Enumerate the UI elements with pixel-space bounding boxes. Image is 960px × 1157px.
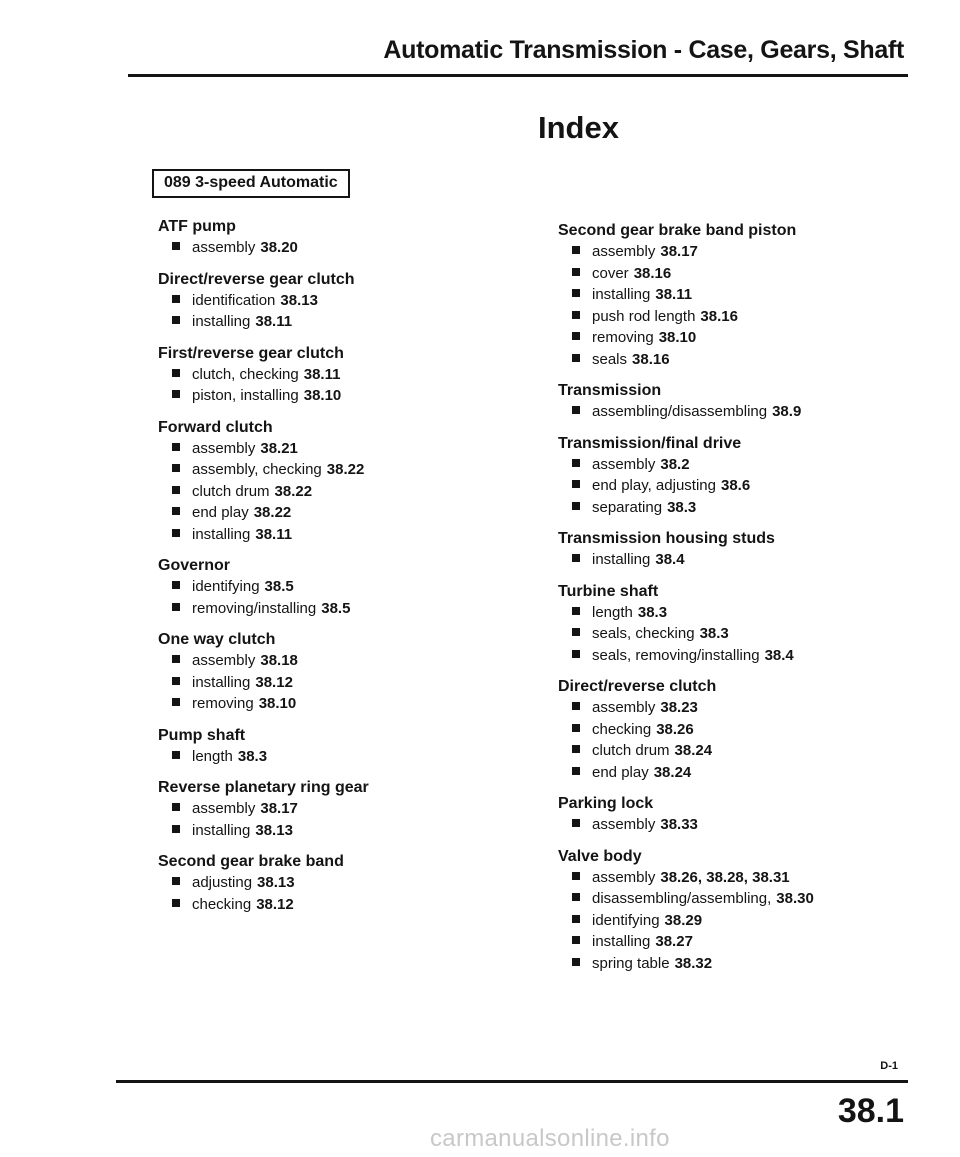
- index-group-title: Direct/reverse clutch: [558, 678, 717, 695]
- index-entry-page-ref: 38.13: [280, 291, 318, 309]
- index-entry: [158, 598, 518, 620]
- section-label: 089 3-speed Automatic: [152, 169, 350, 198]
- index-entry-page-ref: 38.33: [660, 816, 698, 833]
- index-group-title: Second gear brake band: [158, 853, 344, 870]
- index-entry: [558, 623, 918, 645]
- index-entry-text: installing: [592, 286, 651, 303]
- index-entry: [558, 814, 918, 836]
- index-group: [158, 851, 518, 915]
- index-entry-text: seals, checking: [592, 625, 695, 642]
- index-group: [158, 555, 518, 619]
- index-column-left: [158, 216, 518, 925]
- index-entry-text: identifying: [192, 578, 260, 595]
- index-entry: [158, 672, 518, 694]
- index-entry-page-ref: 38.29: [664, 911, 703, 929]
- square-bullet-icon: [572, 406, 580, 414]
- square-bullet-icon: [172, 507, 180, 515]
- page-number: 38.1: [837, 1092, 904, 1130]
- index-entry: [158, 820, 518, 842]
- index-entry-text: length: [192, 747, 233, 765]
- index-entry-page-ref: 38.10: [258, 695, 297, 712]
- square-bullet-icon: [572, 767, 580, 775]
- index-group-title: Parking lock: [558, 795, 654, 812]
- index-entry-page-ref: 38.4: [764, 646, 794, 664]
- index-entry-text: seals: [592, 350, 628, 368]
- index-group: [158, 629, 518, 715]
- index-group: [558, 528, 918, 571]
- header-rule: [128, 74, 908, 77]
- square-bullet-icon: [572, 915, 580, 923]
- index-entry: [558, 931, 918, 953]
- index-entry-text: installing: [192, 313, 251, 330]
- square-bullet-icon: [572, 268, 580, 276]
- index-entry-text: separating: [592, 498, 663, 516]
- page-header-title: Automatic Transmission - Case, Gears, Shaft: [383, 36, 904, 64]
- index-entry-page-ref: 38.11: [255, 313, 293, 330]
- index-entry-text: removing/installing: [192, 599, 317, 617]
- square-bullet-icon: [172, 390, 180, 398]
- square-bullet-icon: [572, 480, 580, 488]
- index-entry: [558, 549, 918, 571]
- index-entry-page-ref: 38.30: [776, 890, 814, 907]
- index-group: [158, 216, 518, 259]
- index-entry: [558, 910, 918, 932]
- index-entry-text: disassembling/assembling,: [592, 890, 772, 907]
- index-entry-page-ref: 38.17: [660, 243, 698, 260]
- square-bullet-icon: [572, 554, 580, 562]
- index-entry-text: assembly: [192, 652, 256, 669]
- index-entry: [558, 349, 918, 371]
- index-entry-page-ref: 38.4: [655, 551, 685, 568]
- index-entry-page-ref: 38.22: [274, 482, 313, 500]
- index-entry-text: checking: [192, 895, 252, 913]
- index-entry-page-ref: 38.3: [237, 747, 268, 765]
- index-entry: [558, 241, 918, 263]
- index-entry: [558, 719, 918, 741]
- index-group: [158, 725, 518, 768]
- index-entry: [158, 524, 518, 546]
- index-entry-text: assembly: [592, 816, 656, 833]
- page-marker: D-1: [880, 1060, 898, 1072]
- index-group-title: Transmission housing studs: [558, 530, 775, 547]
- square-bullet-icon: [172, 464, 180, 472]
- index-entry: [558, 454, 918, 476]
- index-entry: [158, 576, 518, 598]
- index-entry: [558, 401, 918, 423]
- index-group-title: First/reverse gear clutch: [158, 344, 344, 362]
- index-entry-page-ref: 38.3: [699, 625, 729, 642]
- index-entry: [158, 746, 518, 768]
- square-bullet-icon: [172, 443, 180, 451]
- footer-rule: [116, 1080, 908, 1083]
- square-bullet-icon: [172, 803, 180, 811]
- index-entry: [558, 602, 918, 624]
- square-bullet-icon: [172, 242, 180, 250]
- index-group-title: Governor: [158, 557, 231, 574]
- index-group: [158, 343, 518, 407]
- square-bullet-icon: [572, 872, 580, 880]
- square-bullet-icon: [572, 936, 580, 944]
- square-bullet-icon: [172, 603, 180, 611]
- index-entry-page-ref: 38.26: [656, 720, 694, 738]
- square-bullet-icon: [572, 332, 580, 340]
- index-entry: [558, 697, 918, 719]
- index-entry-text: clutch, checking: [192, 365, 299, 383]
- index-column-right: [558, 220, 918, 984]
- index-entry: [158, 311, 518, 333]
- index-entry-text: removing: [192, 695, 254, 712]
- index-entry-text: cover: [592, 264, 629, 282]
- square-bullet-icon: [172, 698, 180, 706]
- index-entry-page-ref: 38.5: [321, 599, 351, 617]
- index-entry-text: piston, installing: [192, 387, 299, 404]
- index-entry-page-ref: 38.10: [658, 329, 697, 346]
- index-entry: [558, 284, 918, 306]
- square-bullet-icon: [572, 354, 580, 362]
- index-entry: [558, 327, 918, 349]
- index-entry-page-ref: 38.20: [260, 239, 298, 256]
- index-entry-page-ref: 38.12: [256, 895, 294, 913]
- index-entry-text: length: [592, 603, 633, 621]
- index-entry: [158, 438, 518, 460]
- index-entry-text: assembling/disassembling: [592, 403, 768, 420]
- index-entry-text: end play: [192, 504, 249, 521]
- index-entry-page-ref: 38.2: [660, 455, 690, 473]
- index-entry-page-ref: 38.22: [253, 504, 292, 521]
- index-entry: [558, 867, 918, 889]
- index-entry-page-ref: 38.13: [255, 821, 293, 839]
- square-bullet-icon: [172, 899, 180, 907]
- index-entry: [558, 645, 918, 667]
- index-entry-page-ref: 38.12: [255, 673, 293, 691]
- square-bullet-icon: [172, 486, 180, 494]
- index-entry-page-ref: 38.9: [772, 403, 802, 420]
- index-entry-text: identifying: [592, 911, 660, 929]
- index-entry-text: seals, removing/installing: [592, 646, 760, 664]
- square-bullet-icon: [572, 246, 580, 254]
- index-group: [158, 269, 518, 333]
- square-bullet-icon: [572, 607, 580, 615]
- index-entry-text: assembly, checking: [192, 461, 322, 478]
- index-entry-text: identification: [192, 291, 276, 309]
- index-entry-page-ref: 38.16: [633, 264, 672, 282]
- index-entry: [558, 497, 918, 519]
- square-bullet-icon: [572, 702, 580, 710]
- index-entry-text: assembly: [192, 800, 256, 817]
- square-bullet-icon: [572, 958, 580, 966]
- index-group-title: Pump shaft: [158, 726, 246, 744]
- square-bullet-icon: [572, 724, 580, 732]
- index-entry-page-ref: 38.11: [303, 365, 341, 383]
- index-group-title: Forward clutch: [158, 418, 273, 436]
- index-group: [558, 793, 918, 836]
- index-title: Index: [538, 110, 619, 145]
- index-group-title: ATF pump: [158, 218, 236, 235]
- index-group-title: Transmission: [558, 382, 662, 399]
- index-entry: [158, 459, 518, 481]
- index-group-title: Second gear brake band piston: [558, 222, 797, 239]
- index-entry-page-ref: 38.16: [700, 307, 738, 325]
- index-entry-page-ref: 38.11: [655, 286, 693, 303]
- index-group-title: Valve body: [558, 847, 642, 865]
- index-entry-page-ref: 38.17: [260, 800, 298, 817]
- square-bullet-icon: [572, 650, 580, 658]
- square-bullet-icon: [572, 893, 580, 901]
- square-bullet-icon: [172, 529, 180, 537]
- index-entry-text: clutch drum: [192, 482, 270, 500]
- index-entry-text: installing: [192, 821, 251, 839]
- index-entry: [158, 237, 518, 259]
- index-entry-page-ref: 38.11: [255, 525, 293, 543]
- square-bullet-icon: [172, 751, 180, 759]
- square-bullet-icon: [172, 655, 180, 663]
- index-entry: [558, 740, 918, 762]
- square-bullet-icon: [172, 677, 180, 685]
- square-bullet-icon: [172, 581, 180, 589]
- index-entry-text: installing: [192, 673, 251, 691]
- watermark: carmanualsonline.info: [430, 1125, 670, 1152]
- index-entry: [158, 798, 518, 820]
- index-entry-page-ref: 38.13: [257, 874, 295, 891]
- index-entry: [558, 306, 918, 328]
- index-group-title: Transmission/final drive: [558, 434, 742, 452]
- index-group-title: Direct/reverse gear clutch: [158, 270, 355, 288]
- square-bullet-icon: [172, 877, 180, 885]
- index-entry-text: checking: [592, 720, 652, 738]
- index-entry-text: end play, adjusting: [592, 477, 716, 494]
- index-entry-text: clutch drum: [592, 742, 670, 759]
- index-entry-text: adjusting: [192, 874, 253, 891]
- square-bullet-icon: [572, 289, 580, 297]
- index-group: [158, 417, 518, 546]
- index-entry-text: installing: [592, 551, 651, 568]
- index-group: [558, 581, 918, 667]
- index-entry-text: push rod length: [592, 307, 696, 325]
- index-entry: [158, 481, 518, 503]
- index-entry: [158, 894, 518, 916]
- square-bullet-icon: [572, 628, 580, 636]
- index-group: [558, 676, 918, 783]
- index-entry-page-ref: 38.27: [655, 933, 693, 950]
- index-entry-page-ref: 38.24: [653, 763, 692, 781]
- index-entry-text: assembly: [192, 239, 256, 256]
- index-entry-page-ref: 38.23: [660, 699, 698, 716]
- index-entry-text: assembly: [192, 439, 256, 457]
- index-entry: [558, 888, 918, 910]
- square-bullet-icon: [572, 502, 580, 510]
- square-bullet-icon: [572, 311, 580, 319]
- index-entry: [558, 953, 918, 975]
- square-bullet-icon: [572, 819, 580, 827]
- index-entry: [158, 650, 518, 672]
- index-group-title: One way clutch: [158, 631, 276, 648]
- index-entry: [158, 385, 518, 407]
- index-entry: [158, 290, 518, 312]
- index-entry-text: removing: [592, 329, 654, 346]
- index-group: [558, 220, 918, 370]
- index-entry-page-ref: 38.21: [260, 439, 298, 457]
- square-bullet-icon: [572, 459, 580, 467]
- index-group: [158, 777, 518, 841]
- index-entry-text: assembly: [592, 868, 656, 886]
- index-entry-page-ref: 38.24: [674, 742, 713, 759]
- index-entry-text: spring table: [592, 954, 670, 972]
- index-entry: [158, 502, 518, 524]
- index-entry-text: assembly: [592, 455, 656, 473]
- index-entry-page-ref: 38.26, 38.28, 38.31: [660, 868, 790, 886]
- index-entry-page-ref: 38.3: [637, 603, 668, 621]
- index-entry-page-ref: 38.18: [260, 652, 298, 669]
- index-entry-text: assembly: [592, 243, 656, 260]
- index-entry-page-ref: 38.10: [303, 387, 342, 404]
- index-entry-page-ref: 38.6: [720, 477, 751, 494]
- square-bullet-icon: [172, 369, 180, 377]
- index-entry: [558, 475, 918, 497]
- index-entry-text: end play: [592, 763, 649, 781]
- index-group: [558, 433, 918, 519]
- index-entry: [558, 762, 918, 784]
- index-entry-text: installing: [592, 933, 651, 950]
- index-entry: [558, 263, 918, 285]
- index-group: [558, 380, 918, 423]
- index-entry-page-ref: 38.3: [667, 498, 697, 516]
- square-bullet-icon: [572, 745, 580, 753]
- index-entry: [158, 872, 518, 894]
- index-entry-text: installing: [192, 525, 251, 543]
- index-entry: [158, 693, 518, 715]
- index-entry-page-ref: 38.5: [264, 578, 294, 595]
- index-entry-text: assembly: [592, 699, 656, 716]
- index-group-title: Turbine shaft: [558, 582, 659, 600]
- index-group-title: Reverse planetary ring gear: [158, 779, 369, 796]
- index-group: [558, 846, 918, 975]
- index-entry: [158, 364, 518, 386]
- square-bullet-icon: [172, 316, 180, 324]
- square-bullet-icon: [172, 825, 180, 833]
- square-bullet-icon: [172, 295, 180, 303]
- index-entry-page-ref: 38.22: [326, 461, 365, 478]
- index-entry-page-ref: 38.16: [632, 350, 670, 368]
- index-entry-page-ref: 38.32: [674, 954, 713, 972]
